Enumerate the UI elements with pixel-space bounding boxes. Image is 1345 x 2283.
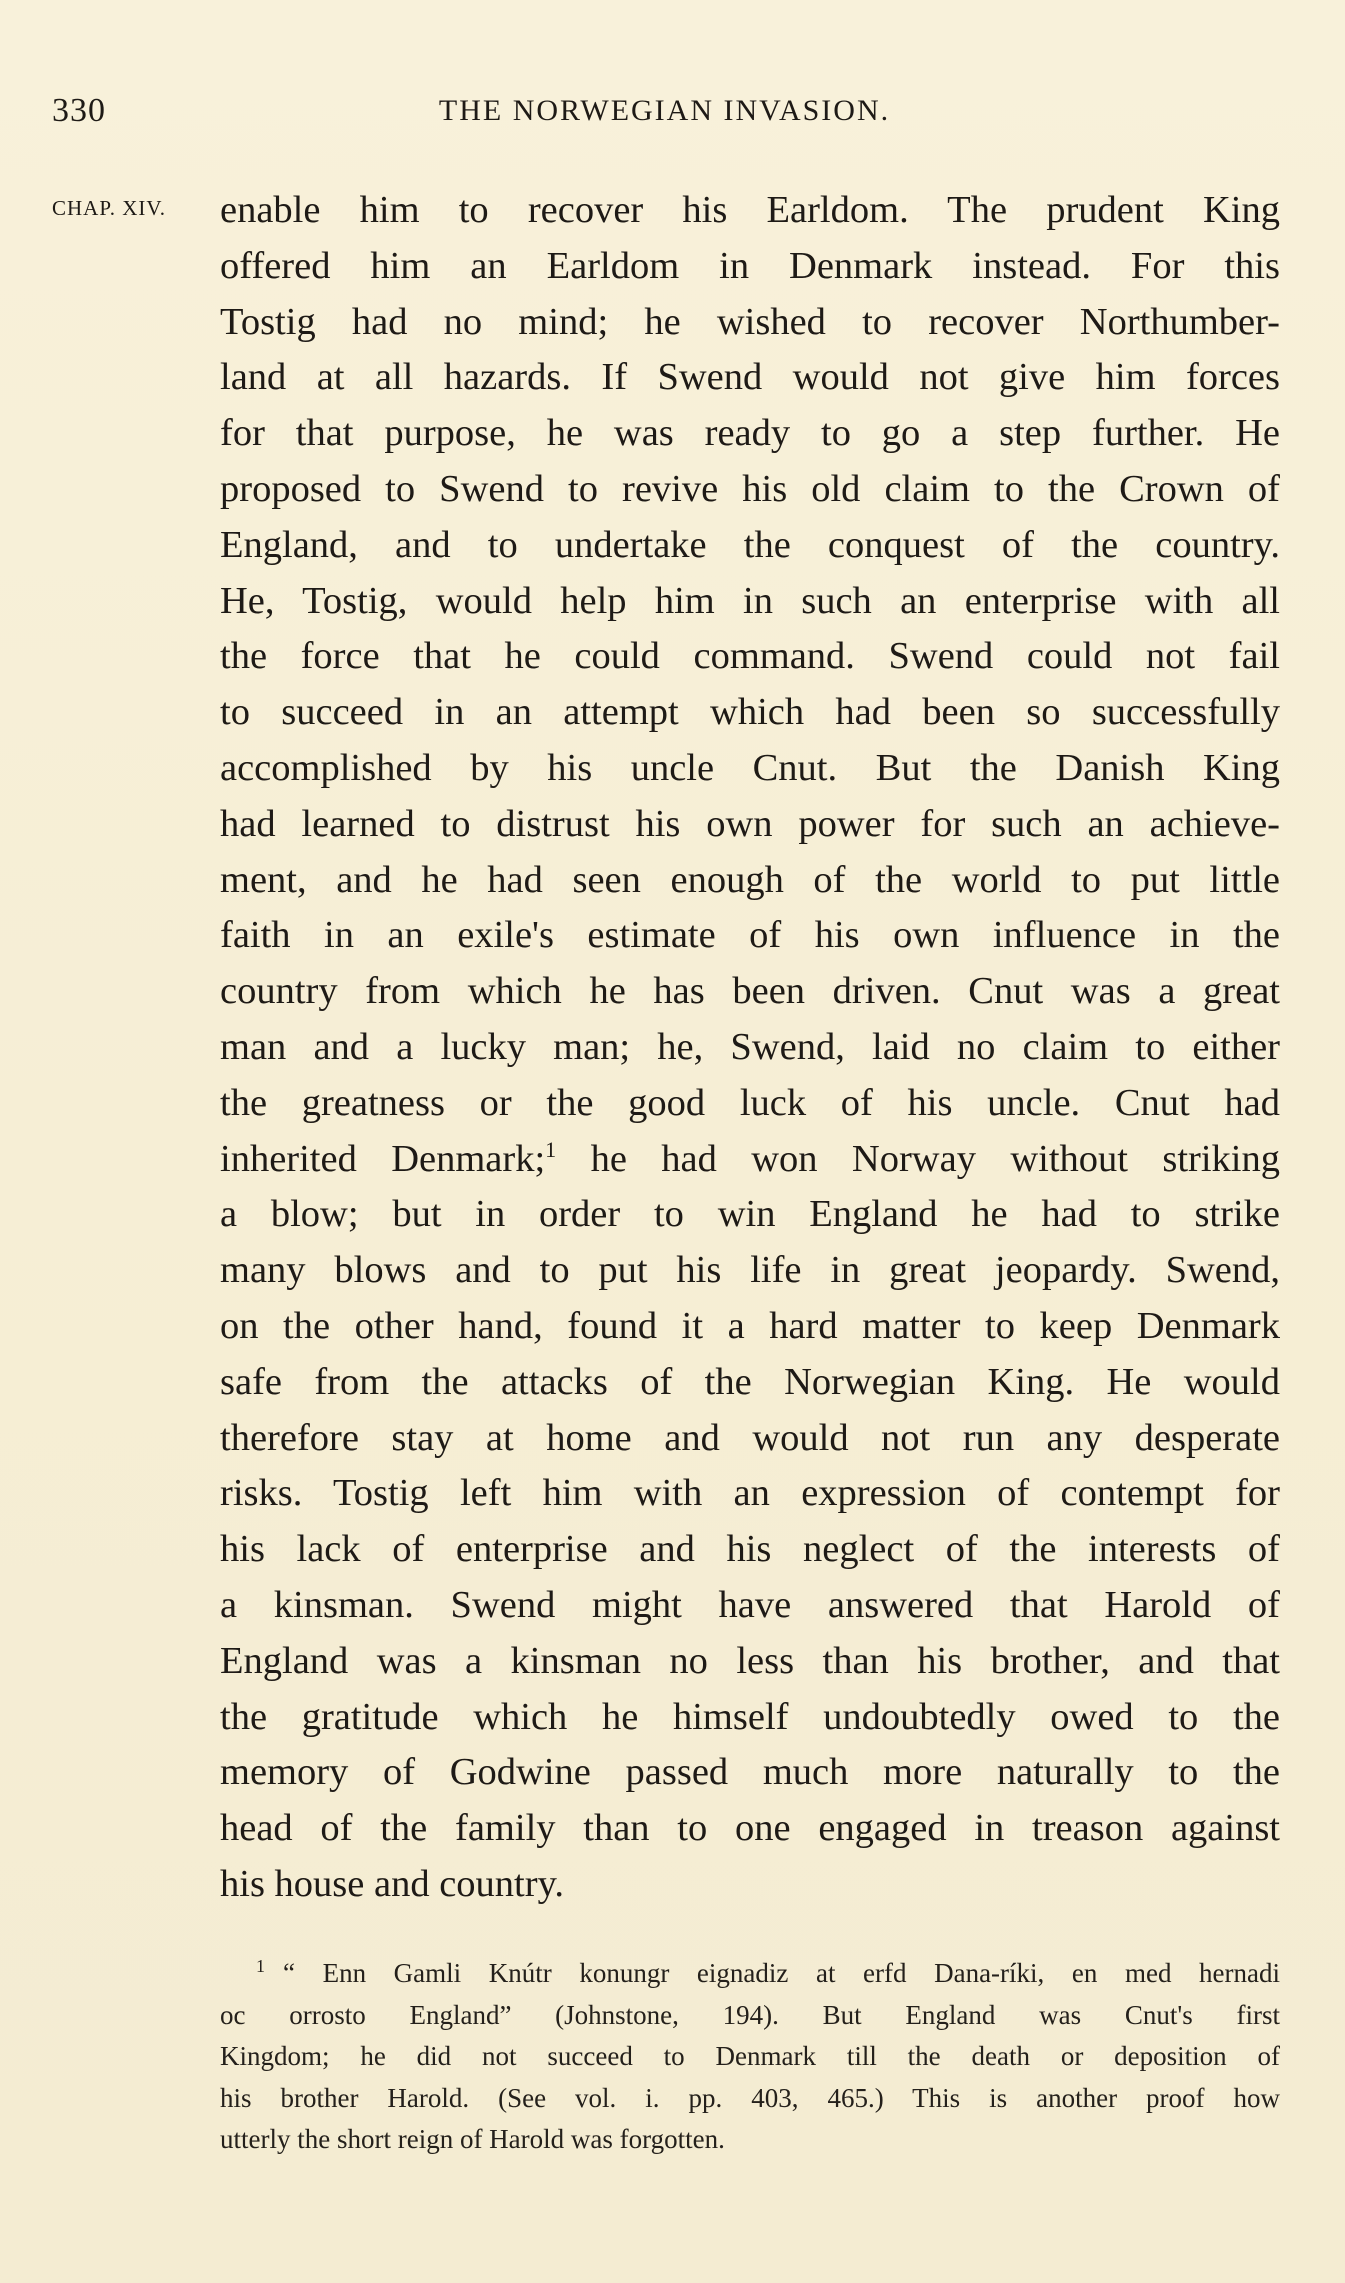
text-line: had learned to distrust his own power for such an achieve-: [220, 802, 1280, 845]
text-line: ment, and he had seen enough of the world to put little: [220, 858, 1280, 901]
text-line: the gratitude which he himself undoubtedly owed to the: [220, 1695, 1280, 1738]
footnote-line: [220, 1953, 1280, 1995]
text-line: for that purpose, he was ready to go a step further. He: [220, 412, 1280, 455]
text-line: to succeed in an attempt which had been so successfully: [220, 691, 1280, 734]
text-line: a kinsman. Swend might have answered that Harold of: [220, 1583, 1280, 1626]
text-segment: he had won Norway without striking: [590, 1137, 1281, 1180]
footnote-line: oc orrosto England” (Johnstone, 194). But England was Cnut's first: [220, 1999, 1280, 2030]
footnote-line: his brother Harold. (See vol. i. pp. 403, 465.) This is another proof how: [220, 2082, 1280, 2113]
text-line: offered him an Earldom in Denmark instead. For this: [220, 244, 1280, 287]
running-head: THE NORWEGIAN INVASION.: [438, 94, 891, 127]
footnote-reference[interactable]: 1: [545, 1136, 557, 1162]
text-line: Tostig had no mind; he wished to recover Northumber-: [220, 300, 1280, 343]
footnote-marker: 1: [256, 1956, 265, 1976]
page-header: [52, 92, 1277, 142]
text-line: England, and to undertake the conquest of the country.: [220, 523, 1280, 566]
text-line: man and a lucky man; he, Swend, laid no claim to either: [220, 1025, 1280, 1068]
footnote-text: “ Enn Gamli Knútr konungr eignadiz at erfd Dana-ríki, en med hernadi: [283, 1958, 1280, 1988]
text-line: England was a kinsman no less than his brother, and that: [220, 1639, 1280, 1682]
text-line: a blow; but in order to win England he had to strike: [220, 1193, 1280, 1236]
text-line: risks. Tostig left him with an expression of contempt for: [220, 1472, 1280, 1515]
text-line: the force that he could command. Swend could not fail: [220, 635, 1280, 678]
page-number: 330: [52, 92, 106, 129]
footnote-line: utterly the short reign of Harold was forgotten.: [220, 2124, 725, 2154]
text-line: his lack of enterprise and his neglect of the interests of: [220, 1528, 1280, 1571]
text-line: land at all hazards. If Swend would not give him forces: [220, 356, 1280, 399]
text-line: enable him to recover his Earldom. The prudent King: [220, 189, 1280, 231]
text-line: his house and country.: [220, 1862, 564, 1905]
text-line: proposed to Swend to revive his old claim to the Crown of: [220, 467, 1280, 510]
text-segment: inherited Denmark;: [220, 1137, 546, 1180]
footnote-line: Kingdom; he did not succeed to Denmark till the death or deposition of: [220, 2041, 1280, 2071]
footnote: [220, 1953, 1280, 2161]
chapter-margin-note: CHAP. XIV.: [52, 196, 167, 220]
text-line: faith in an exile's estimate of his own influence in the: [220, 914, 1280, 957]
text-line: He, Tostig, would help him in such an enterprise with all: [220, 579, 1280, 622]
text-line: memory of Godwine passed much more naturally to the: [220, 1751, 1280, 1794]
text-line: accomplished by his uncle Cnut. But the Danish King: [220, 746, 1280, 789]
body-text: [220, 183, 1280, 1913]
text-line: many blows and to put his life in great jeopardy. Swend,: [220, 1249, 1280, 1292]
text-line: head of the family than to one engaged in treason against: [220, 1807, 1280, 1850]
text-line: safe from the attacks of the Norwegian King. He would: [220, 1360, 1280, 1403]
text-line: country from which he has been driven. Cnut was a great: [220, 970, 1280, 1013]
text-line: the greatness or the good luck of his uncle. Cnut had: [220, 1081, 1280, 1124]
text-line-with-footnote-ref: [220, 1132, 1280, 1188]
text-line: on the other hand, found it a hard matter to keep Denmark: [220, 1304, 1280, 1347]
text-line: therefore stay at home and would not run any desperate: [220, 1416, 1280, 1459]
